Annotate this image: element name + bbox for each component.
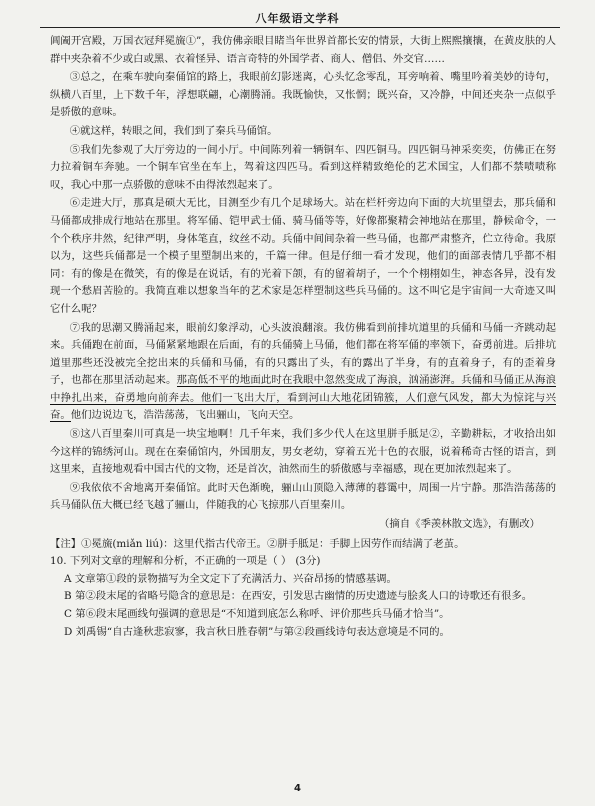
paragraph-4: ④就这样，转眼之间，我们到了秦兵马俑馆。 (69, 124, 278, 137)
question-10-stem (50, 553, 556, 571)
paragraph-5: ⑤我们先参观了大厅旁边的一间小厅。中间陈列着一辆铜车、四匹铜马。四匹铜马神采奕奕，仿佛正在努力拉着铜车奔驰。一个铜车官坐在车上，驾着这四匹马。看到这样精致绝伦的艺术国宝，人们都不禁啧啧称叹，我心中那一点骄傲的意味不由得浓烈起来了。 (50, 143, 556, 191)
page-header-title: 八年级语文学科 (255, 12, 340, 25)
paragraph-continuation: 阊阖开宫殿，万国衣冠拜冕旒①”，我仿佛亲眼目睹当年世界首都长安的情景，大街上熙熙攘攘，在黄皮肤的人群中夹杂着不少或白或黑、衣着怪异、语言奇特的外国学者、商人、僧侣、外交官…… (50, 35, 556, 65)
option-b: B 第②段末尾的省略号隐含的意思是：在西安，引发思古幽情的历史遗迹与脍炙人口的诗歌还有很多。 (64, 590, 533, 603)
option-d: D 刘禹锡“自古逢秋悲寂寥，我言秋日胜春朝”与第②段画线诗句表达意境是不同的。 (64, 625, 450, 638)
paragraph-6: ⑥走进大厅，那真是硕大无比，目测至少有几个足球场大。站在栏杆旁边向下面的大坑里望去，那兵俑和马俑都成排成行地站在那里。将军俑、铠甲武士俑、骑马俑等等，好像都聚精会神地站在那里，静候命令，一个个秩序井然，纪律严明，身体笔直，纹丝不动。兵俑中间间杂着一些马俑，也都严肃整齐，伫立待命。我原以为，这些兵俑都是一个模子里塑制出来的，千篇一律。但是仔细一看才发现，他们的面部表情几乎都不相同：有的像是在微笑，有的像是在说话，有的光着下颌，有的留着胡子，一个个栩栩如生，神态各异，没有发现一个愁眉苦脸的。我简直难以想象当年的艺术家是怎样塑制这些兵马俑的。这不叫它是宇宙间一大奇迹又叫它什么呢？ (50, 197, 556, 315)
source-attribution: （摘自《季羡林散文选》，有删改） (378, 518, 540, 531)
paragraph-7-lead: ⑦我的思潮又腾涌起来，眼前幻象浮动，心头波浪翻滚。我仿佛看到前排坑道里的兵俑和马俑一齐跳动起来。兵俑跑在前面，马俑紧紧地跟在后面，有的兵俑骑上马俑，他们都在将军俑的率领下，奋勇前进。后排坑道里那些还没被完全挖出来的兵俑和马俑，有的只露出了头，有的露出了半身，有的直着身子，有的歪着身子，也都在那里活动起来。 (50, 321, 556, 387)
underlined-sentence: 那高低不平的地面此时在我眼中忽然变成了海浪，汹涌澎湃。兵俑和马俑正从海浪中挣扎出来，奋勇地向前奔去。他们一飞出大厅，看到河山大地花团锦簇，人们意气风发，都大为惊诧与兴奋。 (50, 374, 557, 422)
header-divider (40, 27, 560, 28)
footnote: 【注】①冕旒(miǎn liú)：这里代指古代帝王。②胼手胝足：手脚上因劳作而结满了老茧。 (50, 537, 465, 550)
paragraph-7 (50, 320, 556, 426)
paragraph-3: ③总之，在乘车驶向秦俑馆的路上，我眼前幻影迷离，心头忆念零乱，耳旁响着、嘴里吟着美妙的诗句，纵横八百里，上下数千年，浮想联翩，心潮腾涌。我既愉快，又怅惘；既兴奋，又冷静，中间还夹杂一点似乎是骄傲的意味。 (50, 71, 556, 119)
option-c: C 第⑥段末尾画线句强调的意思是“不知道到底怎么称呼、评价那些兵马俑才恰当”。 (64, 608, 450, 620)
page-number: 4 (294, 783, 301, 794)
question-score: (3分) (295, 555, 321, 568)
paragraph-7-tail: 他们边说边飞，浩浩荡荡，飞出骊山，飞向天空。 (70, 409, 300, 422)
article-body (50, 33, 556, 641)
paragraph-8: ⑧这八百里秦川可真是一块宝地啊！几千年来，我们多少代人在这里胼手胝足②，辛勤耕耘，才收拾出如今这样的锦绣河山。现在在秦俑馆内，外国朋友，男女老幼，穿着五光十色的衣服，说着稀奇古怪的语言，到这里来，直接地观看中国古代的文物，还是首次，油然而生的骄傲感与幸福感，现在更加浓烈起来了。 (50, 428, 556, 476)
paragraph-9: ⑨我依依不舍地离开秦俑馆。此时天色渐晚，骊山山顶隐入薄薄的暮霭中，周围一片宁静。那浩浩荡荡的兵马俑队伍大概已经飞越了骊山，伴随我的心飞掠那八百里秦川。 (50, 481, 556, 512)
option-a: A 文章第①段的景物描写为全文定下了充满活力、兴奋昂扬的情感基调。 (64, 572, 397, 585)
question-text: 10. 下列对文章的理解和分析，不正确的一项是（ ） (50, 555, 292, 568)
